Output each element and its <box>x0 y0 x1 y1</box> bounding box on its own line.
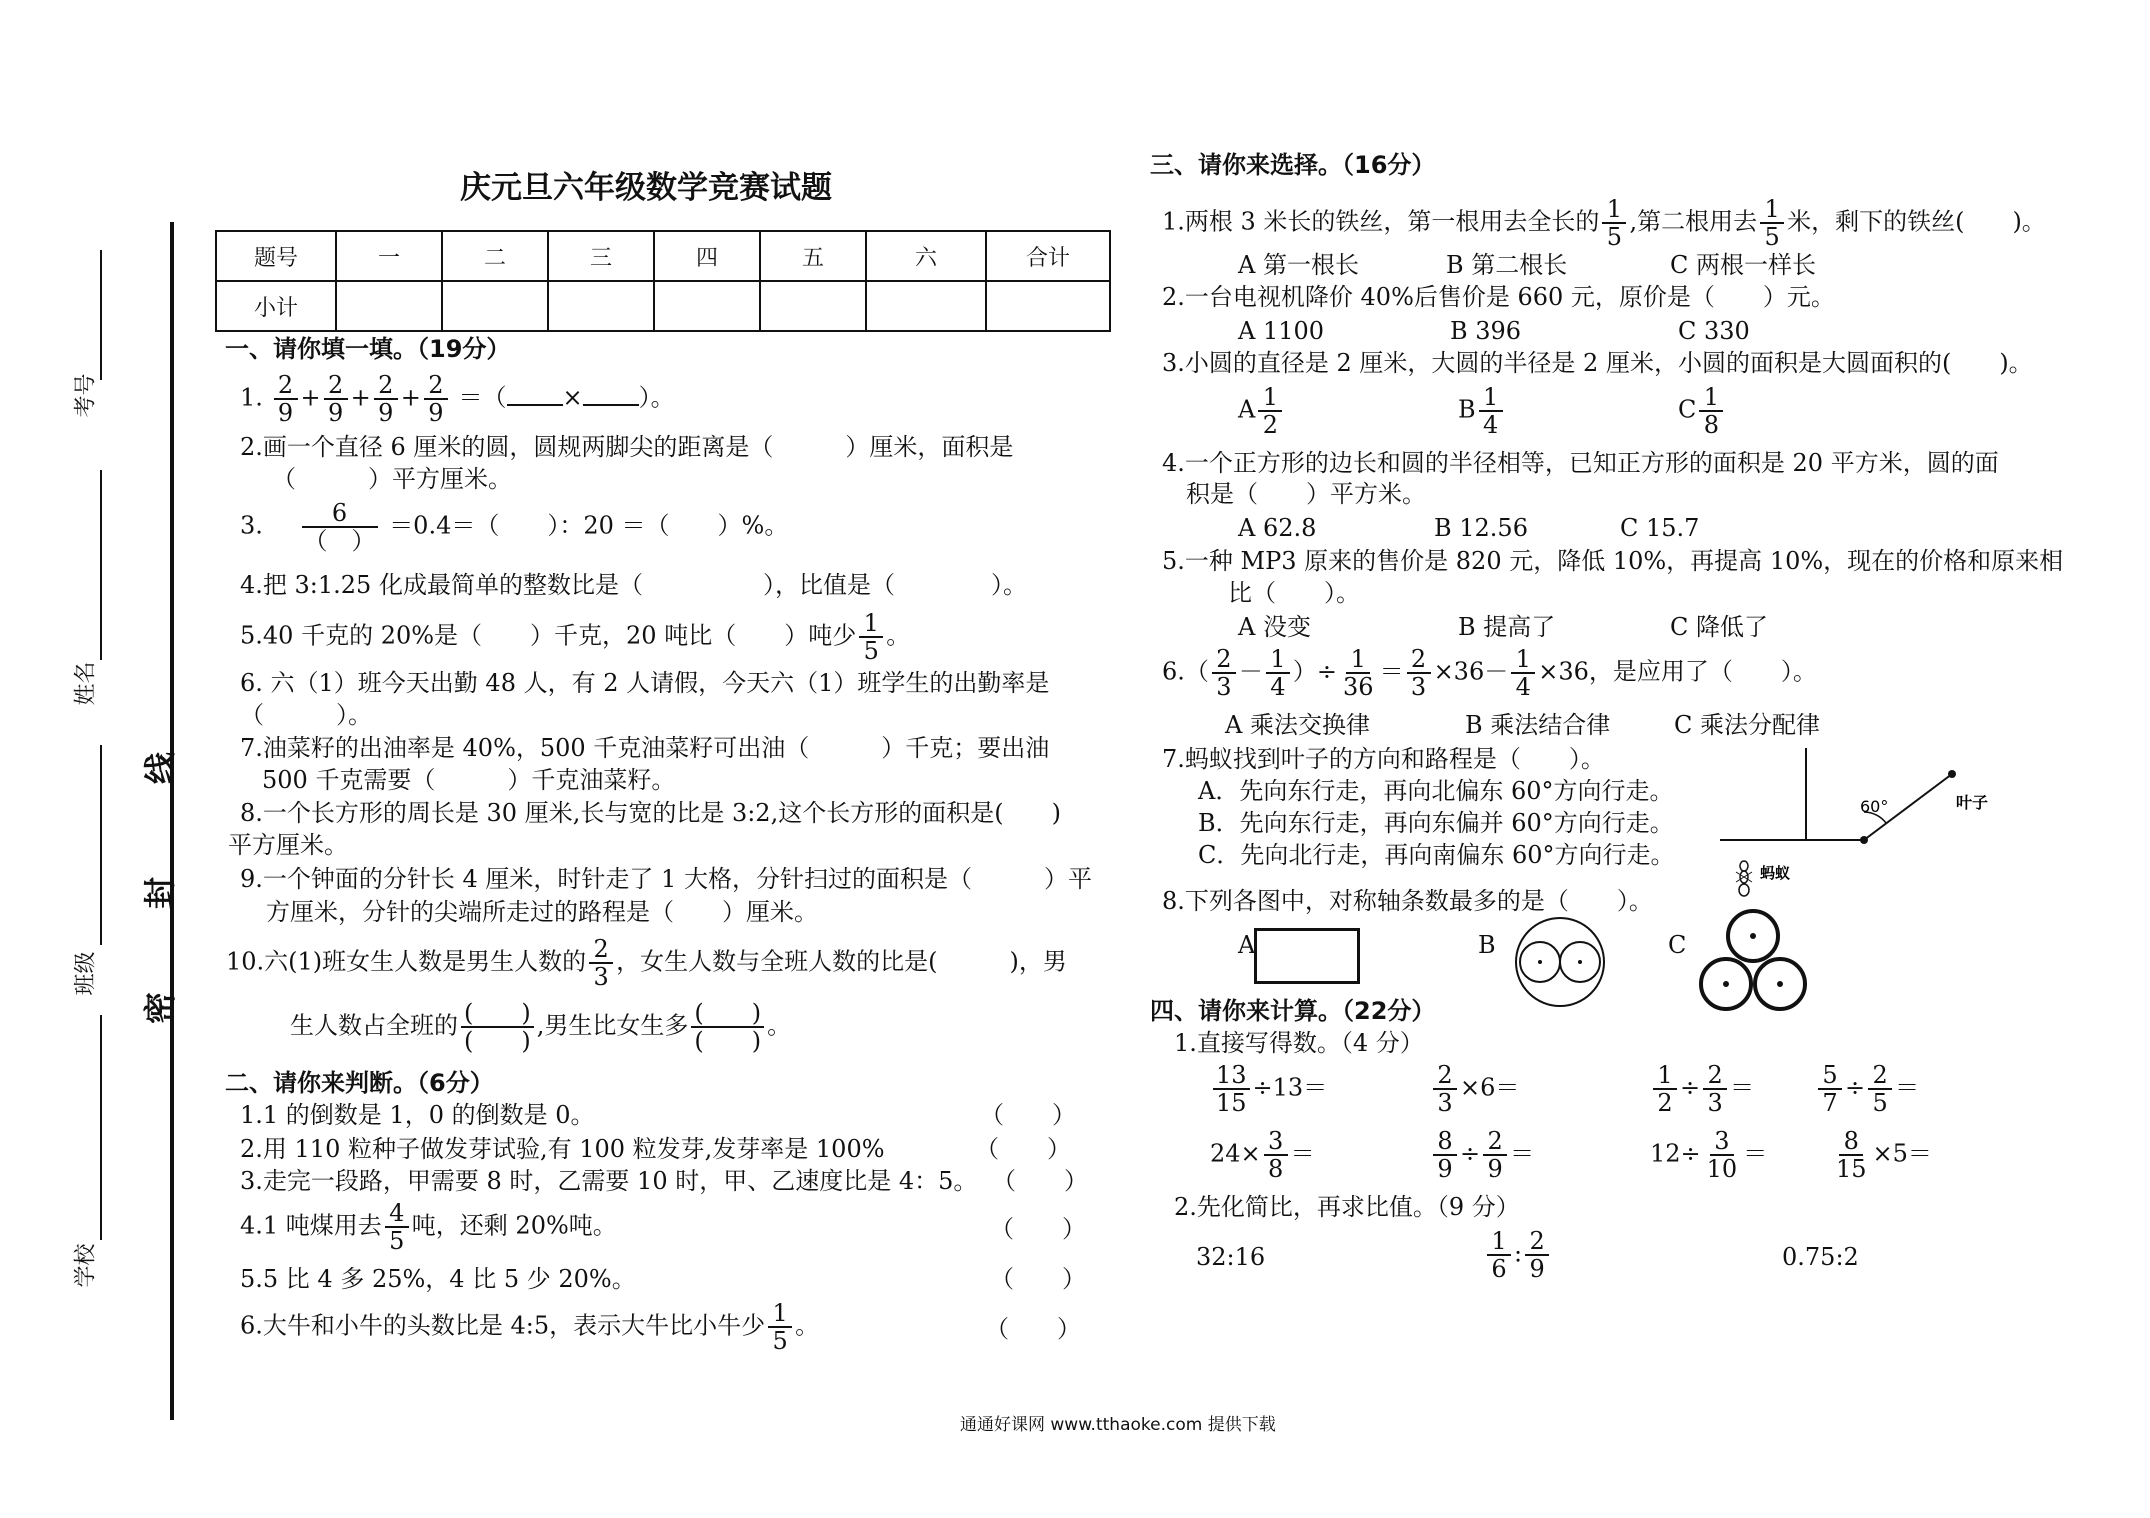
s3-q4-option[interactable]: B 12.56 <box>1434 514 1528 542</box>
s3-q3-option[interactable]: B $\frac{1}{4}$ <box>1458 384 1506 438</box>
calc-item: $\frac{8}{15}$ ×5＝ <box>1836 1127 1932 1183</box>
s3-q5-line1: 5.一种 MP3 原来的售价是 820 元，降低 10%，再提高 10%，现在的价格和原来相 <box>1162 547 2064 575</box>
s1-q1: 1. $\frac{2}{9}$ + $\frac{2}{9}$ + $\frac{2}{9}$ + $\frac{2}{9}$ ＝（ × ）。 <box>240 371 675 427</box>
s3-q7-option[interactable]: A．先向东行走，再向北偏东 60°方向行走。 <box>1198 777 1674 805</box>
section4-heading: 四、请你来计算。（22分） <box>1150 997 1436 1025</box>
s3-q3: 3.小圆的直径是 2 厘米，大圆的半径是 2 厘米，小圆的面积是大圆面积的( )。 <box>1162 349 2033 377</box>
s3-q7: 7.蚂蚁找到叶子的方向和路程是（ ）。 <box>1162 745 1605 773</box>
seal-char-secret: 密 <box>141 991 180 1025</box>
school-line <box>100 1015 102 1240</box>
ant-leaf-figure <box>1720 748 1990 908</box>
q1-number: 1. <box>240 383 263 412</box>
score-table <box>215 230 1111 332</box>
score-cell[interactable] <box>986 281 1110 331</box>
turn-point <box>1860 836 1868 844</box>
score-header-cell: 六 <box>866 231 986 281</box>
s3-q7-option[interactable]: B．先向东行走，再向东偏并 60°方向行走。 <box>1198 809 1674 837</box>
leaf-point <box>1948 770 1956 778</box>
class-line <box>100 745 102 945</box>
ant-icon <box>1736 861 1752 896</box>
q1-fraction: $\frac{2}{9}$ <box>374 372 398 426</box>
s1-q9-line1: 9.一个钟面的分针长 4 厘米，时针走了 1 大格，分针扫过的面积是（ ）平 <box>240 865 1092 893</box>
s1-q8-line1: 8.一个长方形的周长是 30 厘米,长与宽的比是 3:2,这个长方形的面积是( ) <box>240 799 1061 827</box>
leaf-label: 叶子 <box>1956 793 1989 812</box>
score-header-cell: 题号 <box>216 231 336 281</box>
s3-q1: 1.两根 3 米长的铁丝，第一根用去全长的 $\frac{1}{5}$ ,第二根用去 $\frac{1}{5}$ 米，剩下的铁丝( )。 <box>1162 195 2046 251</box>
s2-answer-paren[interactable]: （ ） <box>985 1315 1081 1343</box>
score-header-cell: 合计 <box>986 231 1110 281</box>
score-header-cell: 二 <box>442 231 548 281</box>
s3-q8: 8.下列各图中，对称轴条数最多的是（ ）。 <box>1162 887 1653 915</box>
s3-q6-option[interactable]: C 乘法分配律 <box>1674 711 1820 739</box>
s3-fraction: $\frac{1}{4}$ <box>1266 646 1290 700</box>
calc-item: $\frac{1}{2}$ ÷ $\frac{2}{3}$ ＝ <box>1650 1062 1754 1116</box>
s1-q10-line1: 10.六(1)班女生人数是男生人数的 $\frac{2}{3}$ ，女生人数与全班人数的比是( )，男 <box>226 935 1067 991</box>
score-cell[interactable] <box>866 281 986 331</box>
s3-fraction: $\frac{1}{4}$ <box>1511 646 1535 700</box>
calc-item: $\frac{2}{3}$ ×6＝ <box>1430 1062 1519 1116</box>
footer-text: 通通好课网 www.tthaoke.com 提供下载 <box>960 1415 1276 1435</box>
score-cell[interactable] <box>442 281 548 331</box>
s2-item: 3.走完一段路，甲需要 8 时，乙需要 10 时，甲、乙速度比是 4：5。 <box>240 1167 978 1195</box>
s1-q8-line2: 平方厘米。 <box>228 831 348 859</box>
circle-in-circle-shape <box>1512 914 1608 1010</box>
school-label: 学校 <box>73 1243 99 1288</box>
s2-fraction: $\frac{1}{5}$ <box>768 1300 792 1354</box>
s3-q1-option[interactable]: A 第一根长 <box>1238 251 1359 279</box>
page-title: 庆元旦六年级数学竞赛试题 <box>460 170 832 206</box>
score-table-header-row <box>216 231 1110 281</box>
s2-item: 5.5 比 4 多 25%，4 比 5 少 20%。 <box>240 1265 636 1293</box>
s1-q3: 3. $\frac{6}{( )}$ ＝0.4＝（ ）：20 ＝（ ）%。 <box>240 499 789 555</box>
q5-fraction: $\frac{1}{5}$ <box>859 610 883 664</box>
s2-fraction: $\frac{4}{5}$ <box>385 1200 409 1254</box>
s3-fraction: $\frac{1}{5}$ <box>1602 196 1626 250</box>
q1-fraction: $\frac{2}{9}$ <box>424 372 448 426</box>
calc-item: 12÷ $\frac{3}{10}$ ＝ <box>1650 1127 1768 1183</box>
three-circles-shape <box>1694 908 1812 1016</box>
calc-item: $\frac{13}{15}$ ÷13＝ <box>1210 1062 1327 1116</box>
ratio-item: $\frac{1}{6}$ : $\frac{2}{9}$ <box>1484 1228 1552 1282</box>
s3-fraction: $\frac{2}{3}$ <box>1212 646 1236 700</box>
option-fraction: $\frac{1}{8}$ <box>1699 384 1723 438</box>
s3-fraction: $\frac{2}{3}$ <box>1407 646 1431 700</box>
s3-fraction: $\frac{1}{36}$ <box>1343 645 1374 701</box>
exam-number-label: 考号 <box>73 373 99 418</box>
s2-answer-paren[interactable]: （ ） <box>980 1101 1076 1129</box>
s3-q8-option-label[interactable]: A <box>1238 931 1256 959</box>
s2-item: 2.用 110 粒种子做发芽试验,有 100 粒发芽,发芽率是 100% <box>240 1135 885 1163</box>
q10-blank-fraction[interactable]: $\frac{( )}{( )}$ <box>691 1000 764 1054</box>
s2-answer-paren[interactable]: （ ） <box>990 1215 1086 1243</box>
calc-item: $\frac{5}{7}$ ÷ $\frac{2}{5}$ ＝ <box>1815 1062 1919 1116</box>
q3-fraction: $\frac{6}{( )}$ <box>303 499 376 555</box>
s3-q4-line1: 4.一个正方形的边长和圆的半径相等，已知正方形的面积是 20 平方米，圆的面 <box>1162 449 1999 477</box>
s1-q5: 5.40 千克的 20%是（ ）千克，20 吨比（ ）吨少 $\frac{1}{5}$ 。 <box>240 609 911 665</box>
s1-q7-line2: 500 千克需要（ ）千克油菜籽。 <box>262 766 676 794</box>
s1-q9-line2: 方厘米，分针的尖端所走过的路程是（ ）厘米。 <box>266 898 818 926</box>
s3-q6: 6.（ $\frac{2}{3}$ － $\frac{1}{4}$ ）÷ $\frac{1}{36}$ ＝ $\frac{2}{3}$ ×36－ $\frac{1}{4}$ ×36，是应用了（ ）。 <box>1162 645 1817 701</box>
s1-q2-line1: 2.画一个直径 6 厘米的圆，圆规两脚尖的距离是（ ）厘米，面积是 <box>240 433 1014 461</box>
name-line <box>100 470 102 660</box>
s1-q2-line2: （ ）平方厘米。 <box>272 465 512 493</box>
s3-q6-option[interactable]: B 乘法结合律 <box>1465 711 1611 739</box>
s2-item: 4.1 吨煤用去 $\frac{4}{5}$ 吨，还剩 20%吨。 <box>240 1199 617 1255</box>
score-cell[interactable] <box>548 281 654 331</box>
seal-char-seal: 封 <box>141 876 180 910</box>
q1-fraction: $\frac{2}{9}$ <box>274 372 298 426</box>
s3-q3-option[interactable]: A $\frac{1}{2}$ <box>1238 384 1285 438</box>
s3-q6-option[interactable]: A 乘法交换律 <box>1225 711 1370 739</box>
s3-q1-option[interactable]: C 两根一样长 <box>1670 251 1816 279</box>
s2-answer-paren[interactable]: （ ） <box>992 1167 1088 1195</box>
score-header-cell: 三 <box>548 231 654 281</box>
exam-number-line <box>100 250 102 380</box>
s2-answer-paren[interactable]: （ ） <box>975 1135 1071 1163</box>
score-header-cell: 五 <box>760 231 866 281</box>
angle-label: 60° <box>1860 797 1889 816</box>
score-cell[interactable] <box>760 281 866 331</box>
s3-q4-option[interactable]: A 62.8 <box>1238 514 1317 542</box>
s1-q7-line1: 7.油菜籽的出油率是 40%，500 千克油菜籽可出油（ ）千克；要出油 <box>240 734 1050 762</box>
s2-item: 1.1 的倒数是 1，0 的倒数是 0。 <box>240 1101 595 1129</box>
binding-line <box>170 222 174 1420</box>
score-table-subtotal-row <box>216 281 1110 331</box>
section2-heading: 二、请你来判断。（6分） <box>225 1069 494 1097</box>
ant-label: 蚂蚁 <box>1760 864 1791 882</box>
rectangle-shape <box>1254 928 1360 984</box>
s3-q4-option[interactable]: C 15.7 <box>1620 514 1700 542</box>
ratio-item: 0.75:2 <box>1782 1243 1859 1271</box>
option-fraction: $\frac{1}{2}$ <box>1258 384 1282 438</box>
s1-q6-line2: （ ）。 <box>240 701 372 729</box>
option-fraction: $\frac{1}{4}$ <box>1479 384 1503 438</box>
section1-heading: 一、请你填一填。（19分） <box>225 335 511 363</box>
s3-q5-option[interactable]: B 提高了 <box>1458 613 1556 641</box>
q10-blank-fraction[interactable]: $\frac{( )}{( )}$ <box>461 1000 534 1054</box>
s3-q8-option-label[interactable]: C <box>1668 931 1687 959</box>
name-label: 姓名 <box>73 661 99 706</box>
s3-q1-option[interactable]: B 第二根长 <box>1446 251 1568 279</box>
score-header-cell: 四 <box>654 231 760 281</box>
s1-q4: 4.把 3:1.25 化成最简单的整数比是（ ），比值是（ ）。 <box>240 571 1027 599</box>
q10-fraction: $\frac{2}{3}$ <box>589 936 613 990</box>
s1-q10-line2: 生人数占全班的 $\frac{( )}{( )}$ ,男生比女生多 $\frac{( )}{( )}$ 。 <box>290 999 792 1055</box>
s3-q2-option[interactable]: A 1100 <box>1238 317 1325 345</box>
s3-q3-option[interactable]: C $\frac{1}{8}$ <box>1678 384 1726 438</box>
calc-item: $\frac{8}{9}$ ÷ $\frac{2}{9}$ ＝ <box>1430 1128 1534 1182</box>
answer-blank[interactable] <box>507 384 563 406</box>
class-label: 班级 <box>73 951 99 996</box>
s3-q2-option[interactable]: C 330 <box>1678 317 1750 345</box>
score-row-label: 小计 <box>216 281 336 331</box>
s3-q4-line2: 积是（ ）平方米。 <box>1186 480 1426 508</box>
s3-q2-option[interactable]: B 396 <box>1450 317 1522 345</box>
s3-q5-option[interactable]: C 降低了 <box>1670 613 1768 641</box>
score-cell[interactable] <box>654 281 760 331</box>
s1-q6-line1: 6. 六（1）班今天出勤 48 人，有 2 人请假，今天六（1）班学生的出勤率是 <box>240 669 1050 697</box>
section3-heading: 三、请你来选择。（16分） <box>1150 151 1436 179</box>
s2-item: 6.大牛和小牛的头数比是 4:5，表示大牛比小牛少 $\frac{1}{5}$ 。 <box>240 1299 820 1355</box>
answer-blank[interactable] <box>583 384 639 406</box>
s3-fraction: $\frac{1}{5}$ <box>1760 196 1784 250</box>
calc-item: 24× $\frac{3}{8}$ ＝ <box>1210 1127 1315 1183</box>
s3-q8-option-label[interactable]: B <box>1478 931 1496 959</box>
s2-answer-paren[interactable]: （ ） <box>990 1265 1086 1293</box>
score-cell[interactable] <box>336 281 442 331</box>
s3-q5-option[interactable]: A 没变 <box>1238 613 1311 641</box>
seal-char-line: 线 <box>141 751 180 785</box>
s3-q7-option[interactable]: C．先向北行走，再向南偏东 60°方向行走。 <box>1198 841 1675 869</box>
score-header-cell: 一 <box>336 231 442 281</box>
s3-q5-line2: 比（ ）。 <box>1228 579 1360 607</box>
ratio-item: 32:16 <box>1196 1243 1266 1271</box>
s4-sub2: 2.先化简比，再求比值。（9 分） <box>1174 1193 1520 1221</box>
s3-q2: 2.一台电视机降价 40%后售价是 660 元，原价是（ ）元。 <box>1162 283 1835 311</box>
s4-sub1: 1.直接写得数。（4 分） <box>1174 1029 1424 1057</box>
q1-fraction: $\frac{2}{9}$ <box>324 372 348 426</box>
